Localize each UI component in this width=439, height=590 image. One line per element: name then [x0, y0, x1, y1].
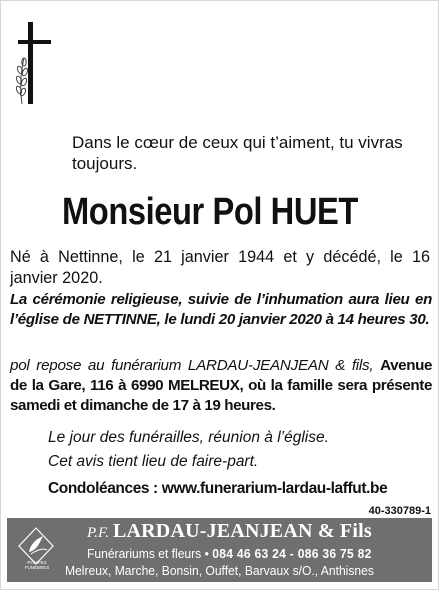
resting-details [10, 356, 432, 416]
funeral-day-note: Le jour des funérailles, réunion à l’église. [48, 429, 329, 446]
company-title: LARDAU-JEANJEAN & Fils [112, 520, 372, 542]
company-locations: Melreux, Marche, Bonsin, Ouffet, Barvaux s/O., Anthisnes [65, 563, 374, 578]
bullet-separator: • [204, 546, 213, 561]
resting-location: pol repose au funérarium LARDAU-JEANJEAN & fils, [10, 357, 381, 374]
ceremony-details: La cérémonie religieuse, suivie de l’inhumation aura lieu en l’église de NETTINNE, le lundi 20 janvier 2020 à 14 heures 30. [10, 291, 432, 328]
company-prefix: P.F. [87, 525, 109, 541]
epitaph: Dans le cœur de ceux qui t’aiment, tu vivras toujours. [72, 133, 403, 173]
reference-number: 40-330789-1 [368, 505, 431, 517]
logo-text: POMPES FUNÈBRES [24, 560, 50, 570]
company-services: Funérariums et fleurs [87, 546, 202, 561]
company-contact [87, 546, 372, 561]
wheat-icon [15, 58, 28, 104]
faire-part-note: Cet avis tient lieu de faire-part. [48, 453, 259, 470]
birth-death-details: Né à Nettinne, le 21 janvier 1944 et y décédé, le 16 janvier 2020. [10, 248, 430, 287]
funeral-logo-icon [13, 524, 59, 574]
resting-address: Avenue de la Gare, 116 à 6990 MELREUX, où la famille sera présente samedi et dimanche de 17 à 19 heures. [10, 357, 432, 414]
condolences-link[interactable]: Condoléances : www.funerarium-lardau-laffut.be [48, 480, 388, 497]
company-phones: 084 46 63 24 - 086 36 75 82 [212, 546, 372, 561]
deceased-name: Monsieur Pol HUET [62, 191, 358, 233]
cross-icon [8, 20, 52, 106]
funeral-home-banner [7, 518, 432, 582]
company-name [87, 520, 372, 543]
